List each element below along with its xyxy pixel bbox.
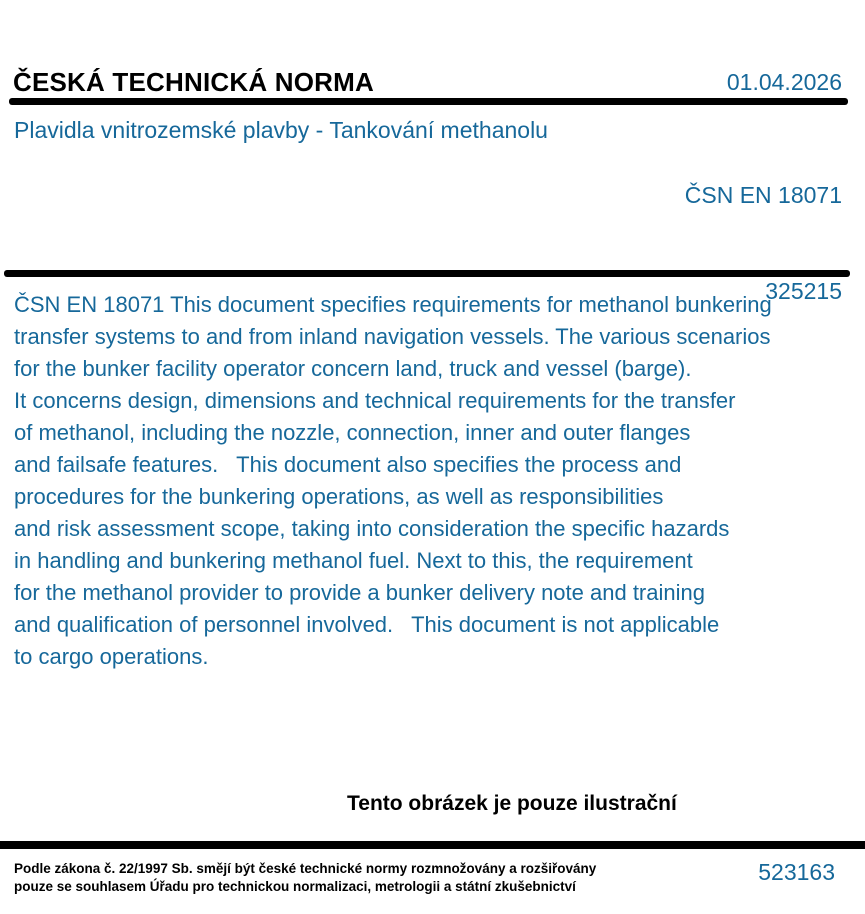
abstract-line: and failsafe features. This document also specifies the process and bbox=[14, 452, 682, 477]
abstract-divider bbox=[4, 270, 850, 277]
abstract-line: to cargo operations. bbox=[14, 644, 209, 669]
standard-code: ČSN EN 18071 bbox=[684, 182, 842, 208]
abstract-text bbox=[14, 289, 772, 673]
abstract-line: of methanol, including the nozzle, connection, inner and outer flanges bbox=[14, 420, 691, 445]
catalog-number: 523163 bbox=[758, 859, 835, 885]
page-title: ČESKÁ TECHNICKÁ NORMA bbox=[13, 67, 374, 97]
abstract-line: for the bunker facility operator concern land, truck and vessel (barge). bbox=[14, 356, 692, 381]
abstract-line: procedures for the bunkering operations, as well as responsibilities bbox=[14, 484, 664, 509]
footer-divider bbox=[0, 841, 865, 849]
abstract-line: in handling and bunkering methanol fuel. Next to this, the requirement bbox=[14, 548, 693, 573]
header-divider bbox=[9, 98, 848, 105]
abstract-line: It concerns design, dimensions and technical requirements for the transfer bbox=[14, 388, 736, 413]
illustrative-image-caption: Tento obrázek je pouze ilustrační bbox=[347, 792, 677, 815]
effective-date: 01.04.2026 bbox=[726, 69, 842, 95]
standard-class-number: 325215 bbox=[765, 278, 842, 304]
abstract-line: and qualification of personnel involved. This document is not applicable bbox=[14, 612, 720, 637]
standard-subtitle: Plavidla vnitrozemské plavby - Tankování methanolu bbox=[14, 117, 548, 143]
abstract-line: for the methanol provider to provide a bunker delivery note and training bbox=[14, 580, 705, 605]
footer-legal-line: pouze se souhlasem Úřadu pro technickou normalizaci, metrologii a státní zkušebnictví bbox=[14, 878, 576, 894]
abstract-line: and risk assessment scope, taking into consideration the specific hazards bbox=[14, 516, 730, 541]
footer-legal-notice bbox=[14, 860, 596, 895]
footer-legal-line: Podle zákona č. 22/1997 Sb. smějí být české technické normy rozmnožovány a rozšiřovány bbox=[14, 861, 597, 876]
abstract-line: ČSN EN 18071 This document specifies requirements for methanol bunkering bbox=[14, 292, 772, 317]
abstract-line: transfer systems to and from inland navigation vessels. The various scenarios bbox=[14, 324, 771, 349]
